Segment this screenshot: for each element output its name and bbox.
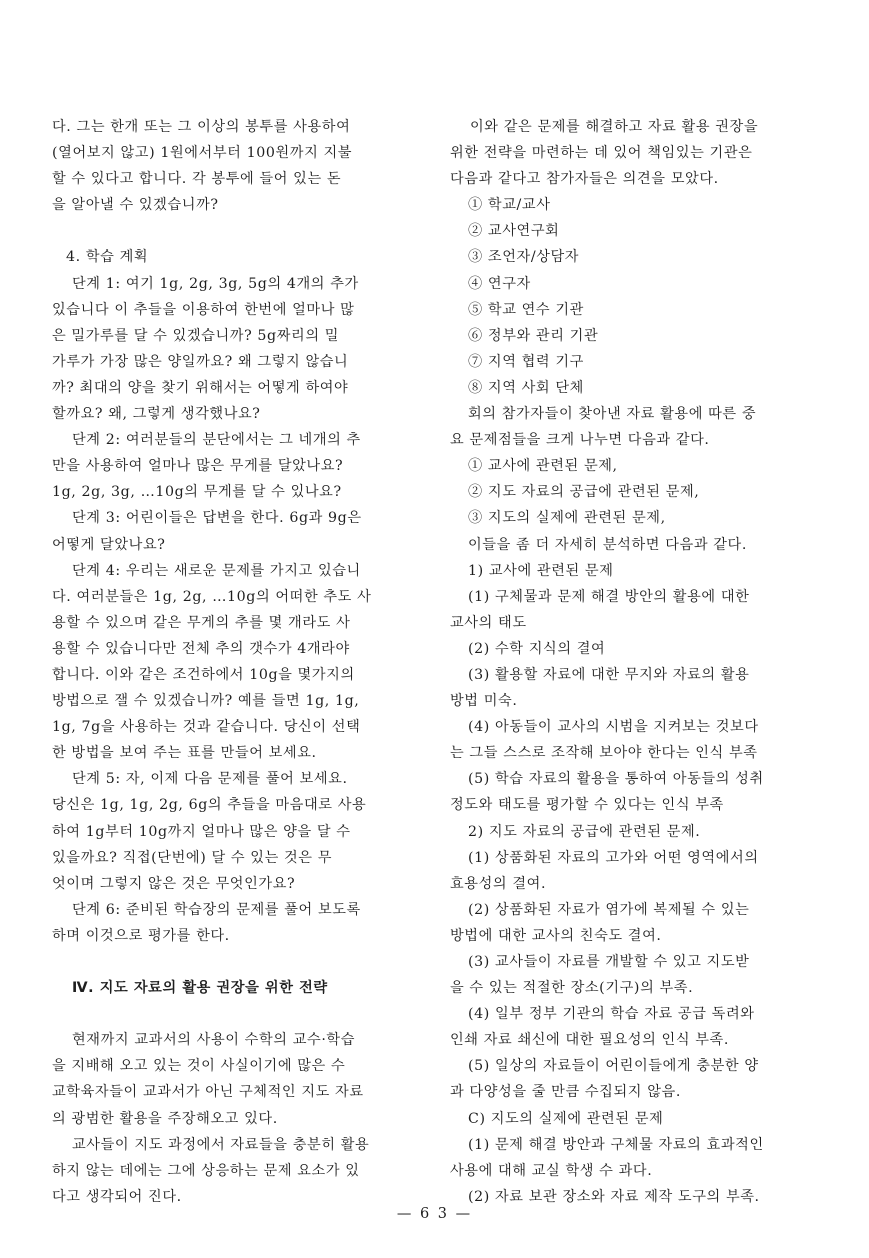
text-line: ② 지도 자료의 공급에 관련된 문제,: [468, 484, 700, 501]
text-line: 엇이며 그렇지 않은 것은 무엇인가요?: [52, 875, 296, 892]
text-line: ⑥ 정부와 관리 기관: [468, 327, 599, 344]
text-line: 방법에 대한 교사의 친숙도 결여.: [450, 927, 662, 944]
text-line: 1g, 2g, 3g, …10g의 무게를 달 수 있나요?: [52, 484, 342, 501]
text-line: ② 교사연구회: [468, 223, 560, 240]
text-line: 있을까요? 직접(단번에) 달 수 있는 것은 무: [52, 849, 333, 866]
text-line: 의 광범한 활용을 주장해오고 있다.: [52, 1110, 278, 1127]
right-column: [450, 114, 808, 1210]
text-line: 요 문제점들을 크게 나누면 다음과 같다.: [450, 432, 710, 449]
text-line: (1) 상품화된 자료의 고가와 어떤 영역에서의: [468, 849, 759, 866]
text-line: (3) 교사들이 자료를 개발할 수 있고 지도받: [468, 954, 750, 970]
text-line: 단계 5: 자, 이제 다음 문제를 풀어 보세요.: [72, 771, 348, 788]
blank-line: [52, 1001, 424, 1027]
text-line: 인쇄 자료 쇄신에 대한 필요성의 인식 부족.: [450, 1032, 729, 1049]
text-line: 사용에 대해 교실 학생 수 과다.: [450, 1162, 653, 1179]
page-number: — 6 3 —: [396, 1206, 473, 1222]
text-line: 있습니다 이 추들을 이용하여 한번에 얼마나 많: [52, 301, 355, 318]
text-line: 단계 3: 어린이들은 답변을 한다. 6g과 9g은: [72, 510, 362, 527]
text-line: 용할 수 있습니다만 전체 추의 갯수가 4개라야: [52, 640, 350, 657]
text-line: C) 지도의 실제에 관련된 문제: [468, 1110, 664, 1127]
text-line: (1) 문제 해결 방안과 구체물 자료의 효과적인: [468, 1136, 764, 1153]
text-line: 은 밀가루를 달 수 있겠습니까? 5g짜리의 밀: [52, 327, 340, 344]
text-line: 만을 사용하여 얼마나 많은 무게를 달았나요?: [52, 458, 344, 475]
text-line: 한 방법을 보여 주는 표를 만들어 보세요.: [52, 745, 317, 762]
text-line: 하여 1g부터 10g까지 얼마나 많은 양을 달 수: [52, 823, 351, 840]
text-line: ④ 연구자: [468, 275, 531, 292]
text-line: 현재까지 교과서의 사용이 수학의 교수·학습: [72, 1032, 356, 1049]
text-line: 을 알아낼 수 있겠습니까?: [52, 197, 219, 214]
text-line: ③ 조언자/상담자: [468, 249, 580, 266]
text-line: 과 다양성을 줄 만큼 수집되지 않음.: [450, 1084, 681, 1101]
text-line: 할 수 있다고 합니다. 각 봉투에 들어 있는 돈: [52, 171, 342, 188]
text-line: ① 학교/교사: [468, 197, 551, 214]
text-line: 단계 1: 여기 1g, 2g, 3g, 5g의 4개의 추가: [72, 275, 359, 292]
text-line: 방법으로 잴 수 있겠습니까? 예를 들면 1g, 1g,: [52, 693, 360, 710]
text-line: 할까요? 왜, 그렇게 생각했나요?: [52, 406, 261, 423]
text-line: 다고 생각되어 진다.: [52, 1188, 182, 1205]
text-line: 다. 여러분들은 1g, 2g, …10g의 어떠한 추도 사: [52, 588, 372, 605]
blank-line: [52, 218, 424, 244]
text-line: 을 지배해 오고 있는 것이 사실이기에 많은 수: [52, 1058, 346, 1075]
text-line: 위한 전략을 마련하는 데 있어 책임있는 기관은: [450, 145, 753, 162]
text-line: ③ 지도의 실제에 관련된 문제,: [468, 510, 666, 527]
text-line: ① 교사에 관련된 문제,: [468, 458, 618, 475]
text-line: 단계 4: 우리는 새로운 문제를 가지고 있습니: [72, 562, 361, 579]
text-line: 2) 지도 자료의 공급에 관련된 문제.: [468, 823, 701, 840]
text-line: (2) 수학 지식의 결여: [468, 640, 606, 657]
text-line: (2) 자료 보관 장소와 자료 제작 도구의 부족.: [468, 1188, 760, 1205]
text-line: 교사들이 지도 과정에서 자료들을 충분히 활용: [72, 1136, 370, 1153]
section-heading: Ⅳ. 지도 자료의 활용 권장을 위한 전략: [72, 980, 328, 997]
text-line: 1g, 7g을 사용하는 것과 같습니다. 당신이 선택: [52, 719, 361, 736]
text-line: 이들을 좀 더 자세히 분석하면 다음과 같다.: [468, 536, 747, 553]
text-line: 단계 6: 준비된 학습장의 문제를 풀어 보도록: [72, 901, 361, 918]
text-line: 당신은 1g, 1g, 2g, 6g의 추들을 마음대로 사용: [52, 797, 367, 814]
text-line: 합니다. 이와 같은 조건하에서 10g을 몇가지의: [52, 666, 355, 683]
text-line: 4. 학습 계획: [66, 249, 149, 266]
text-line: 는 그들 스스로 조작해 보아야 한다는 인식 부족: [450, 745, 758, 762]
text-line: 회의 참가자들이 찾아낸 자료 활용에 따른 중: [468, 406, 757, 423]
text-line: ⑧ 지역 사회 단체: [468, 379, 584, 396]
text-line: 이와 같은 문제를 해결하고 자료 활용 권장을: [470, 119, 759, 135]
text-line: 까? 최대의 양을 찾기 위해서는 어떻게 하여야: [52, 379, 349, 396]
text-line: (4) 일부 정부 기관의 학습 자료 공급 독려와: [468, 1006, 755, 1023]
text-line: (5) 학습 자료의 활용을 통하여 아동들의 성취: [468, 771, 764, 788]
text-line: (1) 구체물과 문제 해결 방안의 활용에 대한: [468, 588, 750, 605]
text-line: (3) 활용할 자료에 대한 무지와 자료의 활용: [468, 666, 750, 683]
left-column: [52, 114, 424, 1210]
text-line: 방법 미숙.: [450, 693, 518, 710]
text-line: 교사의 태도: [450, 614, 527, 631]
text-line: 어떻게 달았나요?: [52, 536, 166, 553]
text-line: ⑤ 학교 연수 기관: [468, 301, 584, 318]
text-line: (5) 일상의 자료들이 어린이들에게 충분한 양: [468, 1058, 759, 1075]
text-line: 다음과 같다고 참가자들은 의견을 모았다.: [450, 171, 719, 188]
text-line: 1) 교사에 관련된 문제: [468, 562, 614, 579]
text-line: (열어보지 않고) 1원에서부터 100원까지 지불: [52, 145, 353, 162]
text-line: 단계 2: 여러분들의 분단에서는 그 네개의 추: [72, 432, 361, 449]
text-line: 을 수 있는 적절한 장소(기구)의 부족.: [450, 980, 694, 997]
text-line: ⑦ 지역 협력 기구: [468, 353, 584, 370]
text-line: 교학육자들이 교과서가 아닌 구체적인 지도 자료: [52, 1084, 364, 1101]
text-line: (4) 아동들이 교사의 시범을 지켜보는 것보다: [468, 719, 759, 736]
text-line: 가루가 가장 많은 양일까요? 왜 그렇지 않습니: [52, 353, 349, 370]
text-line: (2) 상품화된 자료가 염가에 복제될 수 있는: [468, 901, 750, 918]
text-line: 용할 수 있으며 같은 무게의 추를 몇 개라도 사: [52, 614, 351, 631]
text-line: 하지 않는 데에는 그에 상응하는 문제 요소가 있: [52, 1162, 360, 1179]
text-line: 정도와 태도를 평가할 수 있다는 인식 부족: [450, 797, 724, 814]
text-line: 다. 그는 한개 또는 그 이상의 봉투를 사용하여: [52, 119, 351, 135]
text-line: 효용성의 결여.: [450, 875, 547, 892]
text-line: 하며 이것으로 평가를 한다.: [52, 927, 230, 944]
blank-line: [52, 949, 424, 975]
